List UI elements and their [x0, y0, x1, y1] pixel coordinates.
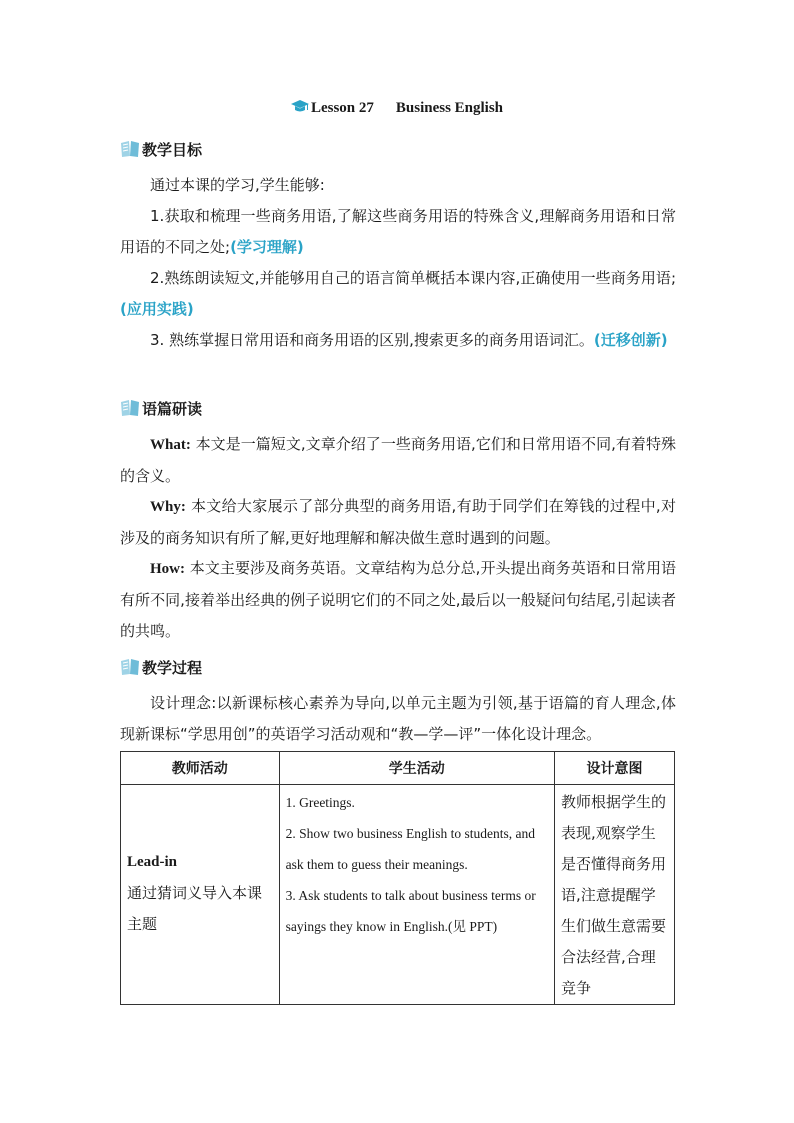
reading-why: Why: 本文给大家展示了部分典型的商务用语,有助于同学们在筹钱的过程中,对涉及的商务知识有所了解,更好地理解和解决做生意时遇到的问题。 — [120, 497, 676, 547]
lead-in-title: Lead-in — [127, 854, 178, 870]
section-heading-objectives: 教学目标 — [120, 138, 202, 160]
table-row — [121, 785, 675, 1005]
book-icon — [120, 139, 140, 159]
header-design-intent: 设计意图 — [554, 752, 674, 785]
section-heading-reading: 语篇研读 — [120, 397, 202, 419]
objective-item-2: 2.熟练朗读短文,并能够用自己的语言简单概括本课内容,正确使用一些商务用语;(应用实践) — [120, 269, 676, 318]
graduation-cap-icon — [291, 100, 309, 119]
objective-item-3: 3. 熟练掌握日常用语和商务用语的区别,搜索更多的商务用语词汇。(迁移创新) — [150, 331, 668, 349]
student-step-2: 2. Show two business English to students, and ask them to guess their meanings. — [285, 826, 535, 872]
header-teacher-activity: 教师活动 — [121, 752, 280, 785]
objective-item-1: 1.获取和梳理一些商务用语,了解这些商务用语的特殊含义,理解商务用语和日常用语的不同之处;(学习理解) — [120, 207, 676, 256]
book-icon — [120, 657, 140, 677]
reading-how: How: 本文主要涉及商务英语。文章结构为总分总,开头提出商务英语和日常用语有所不同,接着举出经典的例子说明它们的不同之处,最后以一般疑问句结尾,引起读者的共鸣。 — [120, 559, 676, 640]
lead-in-description: 通过猜词义导入本课主题 — [127, 884, 263, 933]
reading-what: What: 本文是一篇短文,文章介绍了一些商务用语,它们和日常用语不同,有着特殊的含义。 — [120, 435, 676, 485]
objectives-intro: 通过本课的学习,学生能够: — [150, 176, 325, 194]
lesson-name: Business English — [395, 100, 504, 116]
lesson-title — [0, 100, 794, 119]
process-intro: 设计理念:以新课标核心素养为导向,以单元主题为引领,基于语篇的育人理念,体现新课标“学思用创”的英语学习活动观和“教—学—评”一体化设计理念。 — [120, 694, 676, 743]
book-icon — [120, 398, 140, 418]
teacher-activity-cell — [121, 785, 280, 1005]
design-intent-cell: 教师根据学生的表现,观察学生是否懂得商务用语,注意提醒学生们做生意需要合法经营,合理竞争 — [554, 785, 674, 1005]
section-heading-process: 教学过程 — [120, 656, 202, 678]
table-header-row — [121, 752, 675, 785]
lesson-number: Lesson 27 — [310, 100, 374, 116]
lesson-plan-table — [120, 751, 675, 1005]
student-step-1: 1. Greetings. — [285, 795, 355, 810]
header-student-activity: 学生活动 — [279, 752, 554, 785]
student-step-3: 3. Ask students to talk about business terms or sayings they know in English.(见 PPT) — [285, 888, 536, 934]
student-activity-cell — [279, 785, 554, 1005]
